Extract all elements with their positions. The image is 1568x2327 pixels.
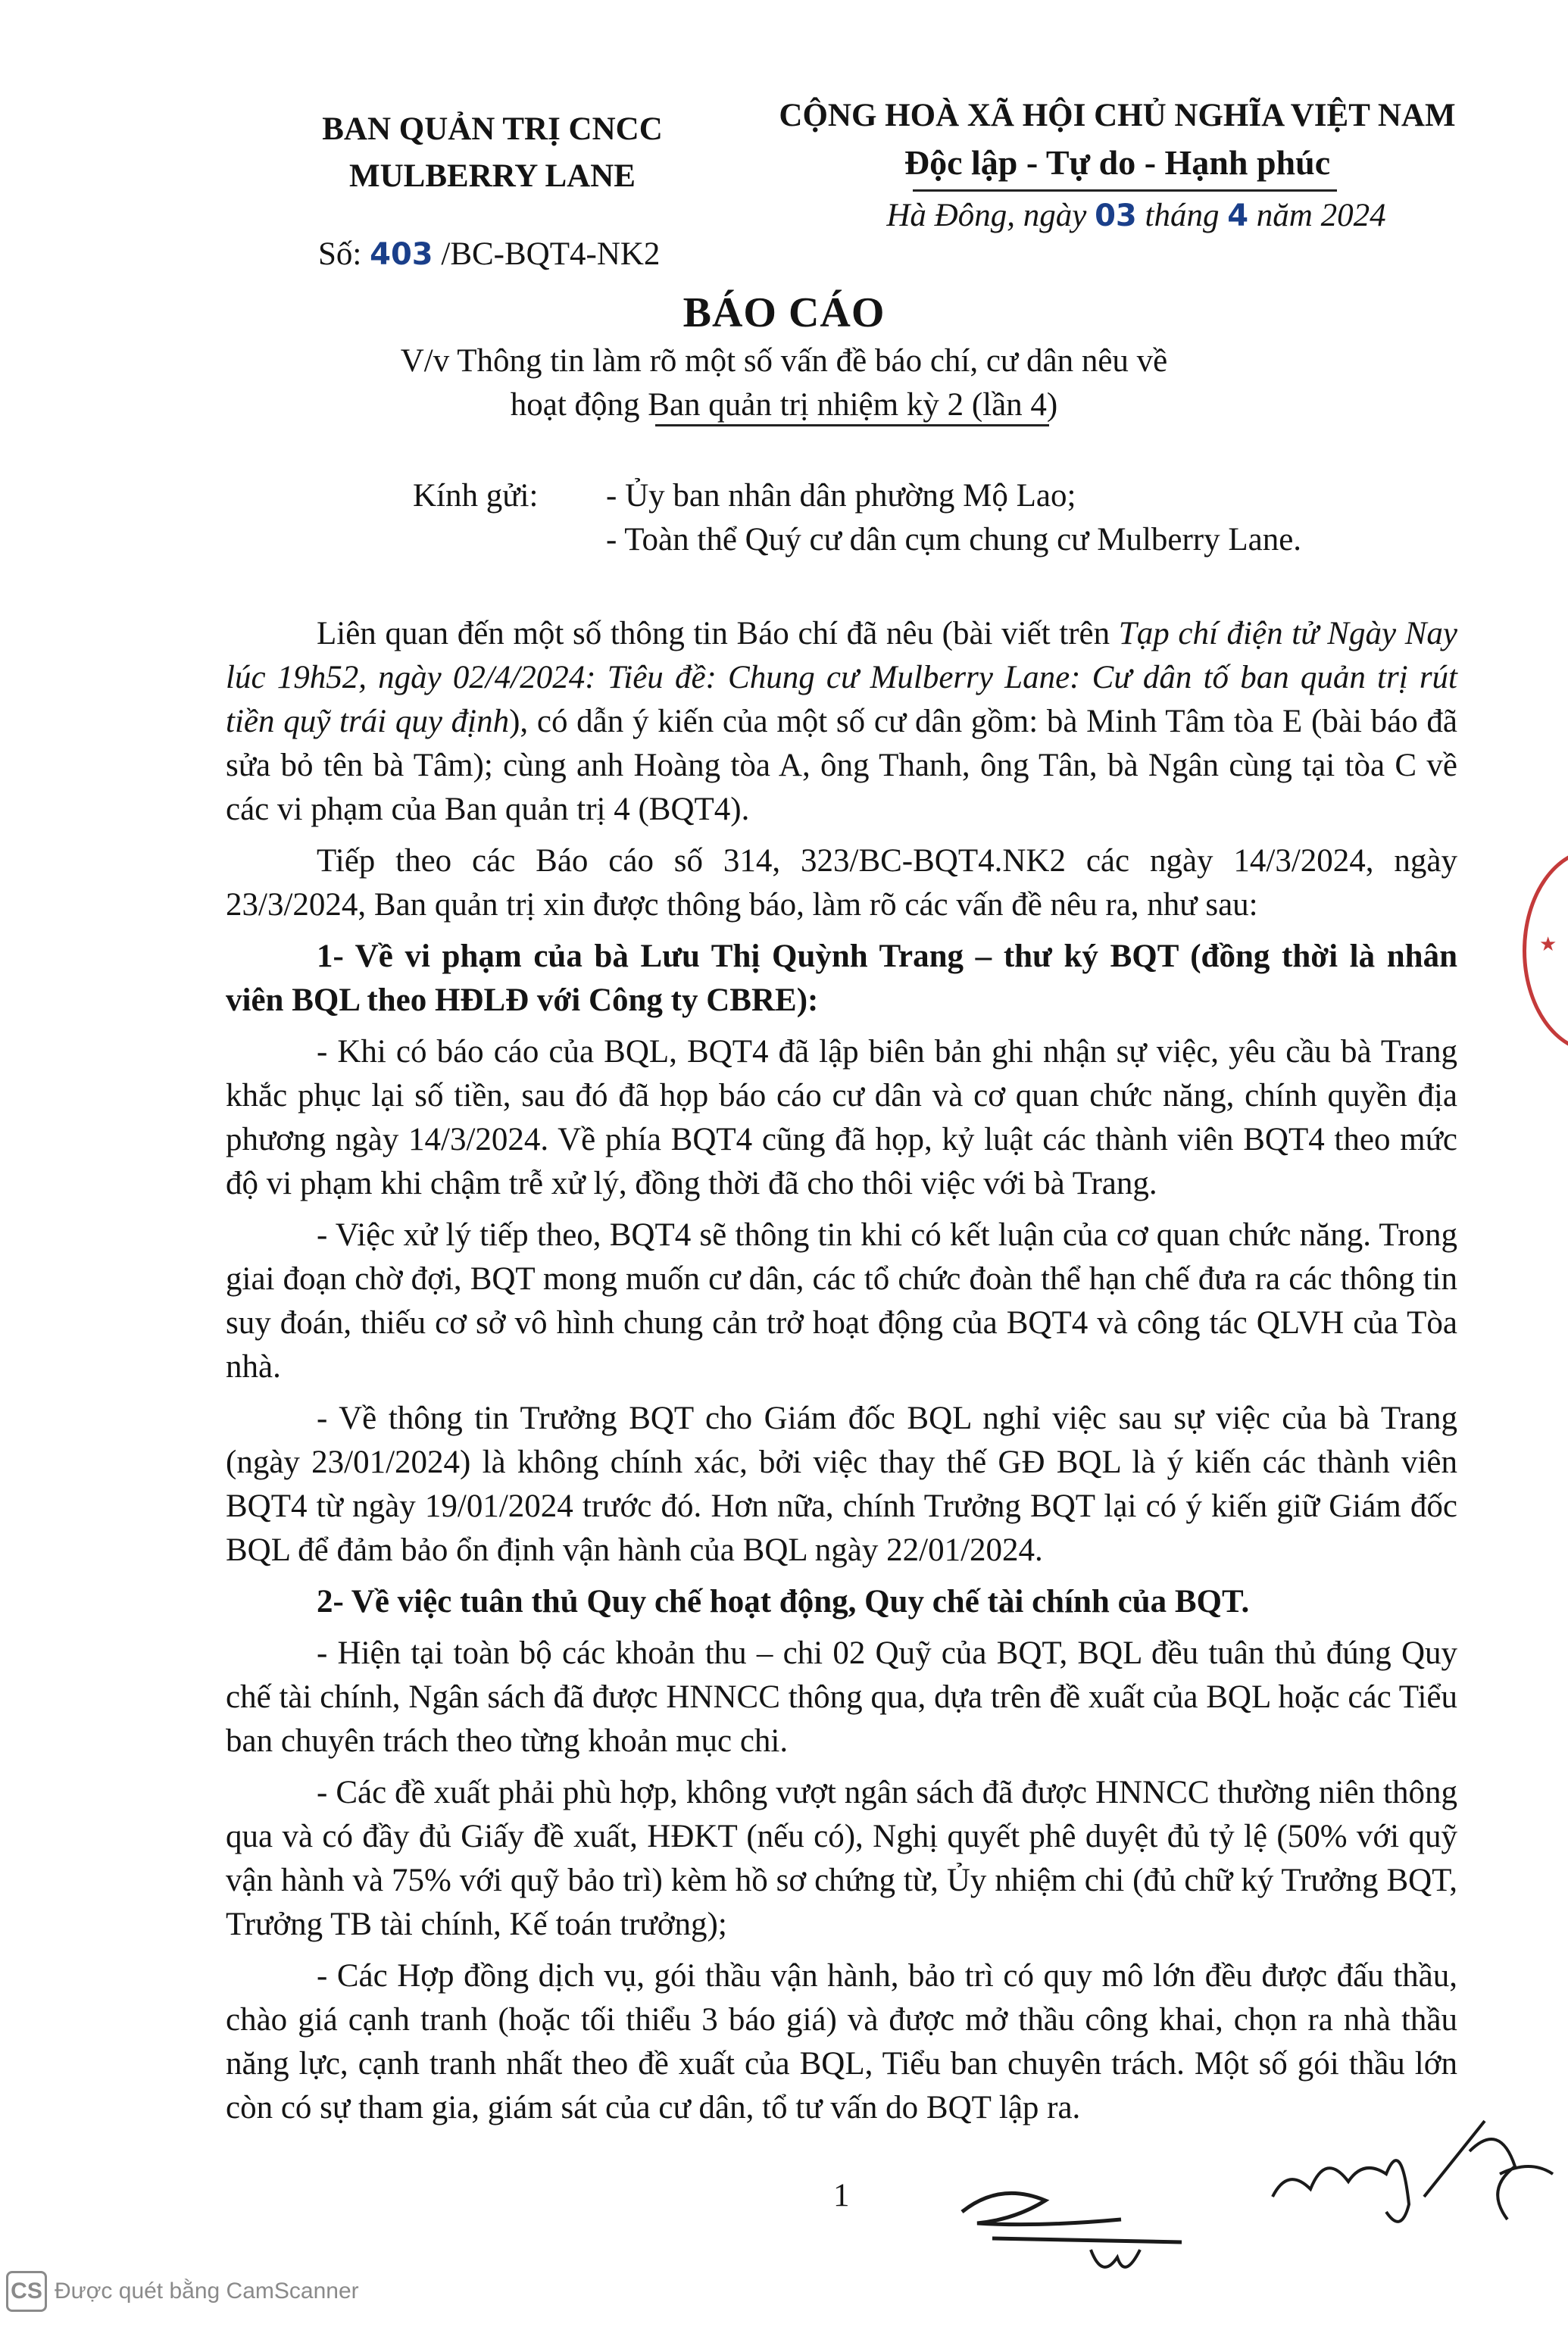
paragraph-intro: Liên quan đến một số thông tin Báo chí đã nêu (bài viết trên Tạp chí điện tử Ngày Nay lúc 19h52, ngày 02/4/2024: Tiêu đề: Chung cư Mulberry Lane: Cư dân tố ban quản trị rút tiền quỹ trái quy định), có dẫn ý kiến của một số cư dân gồm: bà Minh Tâm tòa E (bài báo đã sửa bỏ tên bà Tâm); cùng anh Hoàng tòa A, ông Thanh, ông Tân, bà Ngân cùng tại tòa C về các vi phạm của Ban quản trị 4 (BQT4). [226,616,1457,827]
place-and-date [833,192,1439,239]
article-reference: Tạp chí điện tử Ngày Nay lúc 19h52, ngày 02/4/2024: Tiêu đề: Chung cư Mulberry Lane: Cư dân tố ban quản trị rút tiền quỹ trái quy định [226,616,1457,739]
paragraph: - Hiện tại toàn bộ các khoản thu – chi 02 Quỹ của BQT, BQL đều tuân thủ đúng Quy chế tài chính, Ngân sách đã được HNNCC thông qua, dựa trên đề xuất của BQL hoặc các Tiểu ban chuyên trách theo từng khoản mục chi. [226,1635,1457,1759]
org-name-line2: MULBERRY LANE [349,158,636,194]
paragraph: - Các đề xuất phải phù hợp, không vượt ngân sách đã được HNNCC thường niên thông qua và có đầy đủ Giấy đề xuất, HĐKT (nếu có), Nghị quyết phê duyệt đủ tỷ lệ (50% với quỹ vận hành và 75% với quỹ bảo trì) kèm hồ sơ chứng từ, Ủy nhiệm chi (đủ chữ ký Trưởng BQT, Trưởng TB tài chính, Kế toán trưởng); [226,1775,1457,1942]
section-heading-2: 2- Về việc tuân thủ Quy chế hoạt động, Quy chế tài chính của BQT. [317,1584,1250,1620]
national-header [757,92,1477,186]
subject-line-1: V/v Thông tin làm rõ một số vấn đề báo chí, cư dân nêu về [400,343,1168,379]
date-month-handwritten: 4 [1227,198,1249,233]
recipients-label: Kính gửi: [413,478,539,514]
recipient-item: - Ủy ban nhân dân phường Mộ Lao; [606,478,1076,514]
doc-number-prefix: Số: [318,236,362,272]
place-label: Hà Đông, ngày [886,198,1087,233]
national-motto: Độc lập - Tự do - Hạnh phúc [904,143,1331,182]
camscanner-logo: CS [6,2271,47,2312]
subject-line-2: hoạt động Ban quản trị nhiệm kỳ 2 (lần 4) [510,387,1058,423]
year-label: năm 2024 [1256,198,1386,233]
recipients-list [606,474,1301,562]
motto-underline [913,189,1337,192]
paragraph: - Về thông tin Trưởng BQT cho Giám đốc BQL nghỉ việc sau sự việc của bà Trang (ngày 23/01/2024) là không chính xác, bởi việc thay thế GĐ BQL là ý kiến các thành viên BQT4 từ ngày 19/01/2024 trước đó. Hơn nữa, chính Trưởng BQT lại có ý kiến giữ Giám đốc BQL để đảm bảo ổn định vận hành của BQL ngày 22/01/2024. [226,1401,1457,1568]
signature-initials-right [1257,2106,1560,2250]
issuing-organization [288,106,697,200]
nation-name: CỘNG HOÀ XÃ HỘI CHỦ NGHĨA VIỆT NAM [779,98,1456,133]
section-heading-1: 1- Về vi phạm của bà Lưu Thị Quỳnh Trang – thư ký BQT (đồng thời là nhân viên BQL theo HĐLĐ với Công ty CBRE): [226,939,1457,1018]
paragraph: - Các Hợp đồng dịch vụ, gói thầu vận hành, bảo trì có quy mô lớn đều được đấu thầu, chào giá cạnh tranh (hoặc tối thiểu 3 báo giá) và được mở thầu công khai, chọn ra nhà thầu năng lực, cạnh tranh nhất theo đề xuất của BQL, Tiểu ban chuyên trách. Một số gói thầu lớn còn có sự tham gia, giám sát của cư dân, tổ tư vấn do BQT lập ra. [226,1958,1457,2126]
recipient-item: - Toàn thể Quý cư dân cụm chung cư Mulberry Lane. [606,522,1302,558]
report-body [226,612,1457,2138]
document-number [318,231,660,278]
signature-initials-left [932,2166,1204,2280]
page-number: 1 [833,2178,850,2213]
seal-star-icon: ★ [1539,933,1557,956]
doc-number-handwritten: 403 [370,237,433,272]
month-label: tháng [1145,198,1220,233]
paragraph-followup: Tiếp theo các Báo cáo số 314, 323/BC-BQT4.NK2 các ngày 14/3/2024, ngày 23/3/2024, Ban quản trị xin được thông báo, làm rõ các vấn đề nêu ra, như sau: [226,843,1457,923]
subject-underline [655,424,1049,426]
document-subject [227,339,1341,427]
date-day-handwritten: 03 [1095,198,1137,233]
paragraph: - Khi có báo cáo của BQL, BQT4 đã lập biên bản ghi nhận sự việc, yêu cầu bà Trang khắc phục lại số tiền, sau đó đã họp báo cáo cư dân và cơ quan chức năng, chính quyền địa phương ngày 14/3/2024. Về phía BQT4 cũng đã họp, kỷ luật các thành viên BQT4 theo mức độ vi phạm khi chậm trễ xử lý, đồng thời đã cho thôi việc với bà Trang. [226,1034,1457,1201]
org-name-line1: BAN QUẢN TRỊ CNCC [322,111,663,147]
camscanner-footer: Được quét bằng CamScanner [55,2279,359,2304]
doc-number-suffix: /BC-BQT4-NK2 [441,236,661,272]
document-title: BÁO CÁO [682,289,886,336]
paragraph: - Việc xử lý tiếp theo, BQT4 sẽ thông tin khi có kết luận của cơ quan chức năng. Trong giai đoạn chờ đợi, BQT mong muốn cư dân, các tổ chức đoàn thể hạn chế đưa ra các thông tin suy đoán, thiếu cơ sở vô hình chung cản trở hoạt động của BQT4 và công tác QLVH của Tòa nhà. [226,1217,1457,1385]
